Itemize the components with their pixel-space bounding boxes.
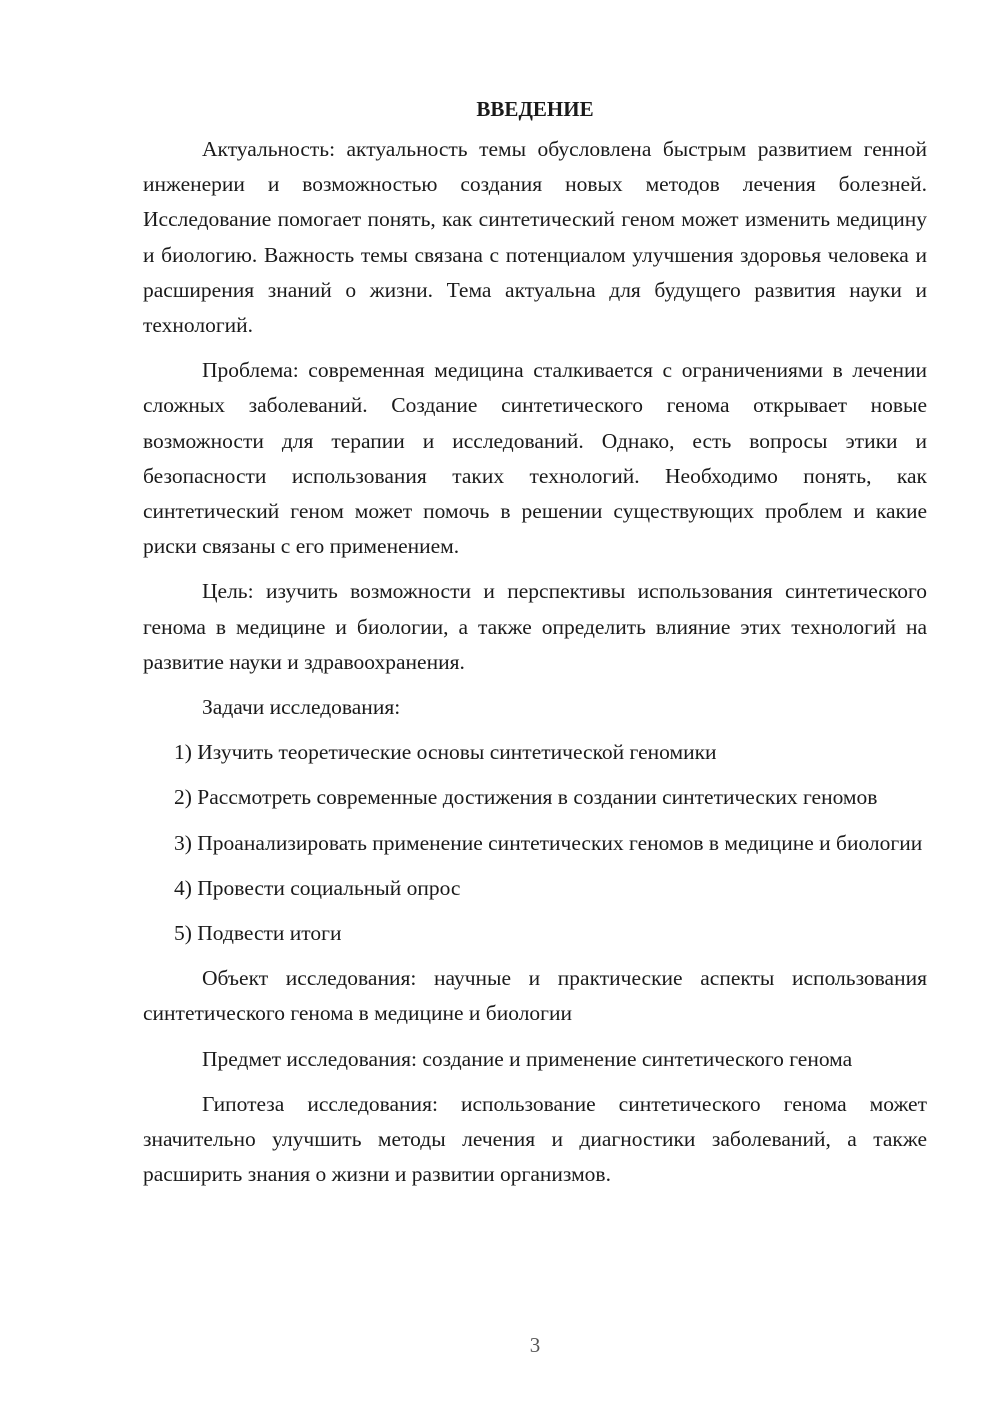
goal-paragraph: Цель: изучить возможности и перспективы использования синтетического генома в медицине и биологии, а также определить влияние этих технологий на развитие науки и здравоохранения. — [143, 579, 927, 674]
task-item-5: 5) Подвести итоги — [174, 921, 342, 946]
task-item-1: 1) Изучить теоретические основы синтетической геномики — [174, 740, 717, 765]
task-item-3: 3) Проанализировать применение синтетических геномов в медицине и биологии — [174, 830, 923, 855]
subject-paragraph: Предмет исследования: создание и применение синтетического генома — [202, 1046, 853, 1071]
page-number: 3 — [529, 1333, 541, 1357]
problem-paragraph: Проблема: современная медицина сталкивается с ограничениями в лечении сложных заболеваний. Создание синтетического генома открывает новые возможности для терапии и исследований. Однако, есть вопросы этики и безопасности использования таких технологий. Необходимо понять, как синтетический геном может помочь в решении существующих проблем и какие риски связаны с его применением. — [143, 358, 927, 559]
relevance-paragraph: Актуальность: актуальность темы обусловлена быстрым развитием генной инженерии и возможностью создания новых методов лечения болезней. Исследование помогает понять, как синтетический геном может изменить медицину и биологию. Важность темы связана с потенциалом улучшения здоровья человека и расширения знаний о жизни. Тема актуальна для будущего развития науки и технологий. — [143, 137, 927, 338]
hypothesis-paragraph: Гипотеза исследования: использование синтетического генома может значительно улучшить методы лечения и диагностики заболеваний, а также расширить знания о жизни и развитии организмов. — [143, 1091, 927, 1187]
task-item-2: 2) Рассмотреть современные достижения в создании синтетических геномов — [174, 785, 878, 810]
page-content — [143, 92, 927, 1202]
tasks-heading: Задачи исследования: — [202, 695, 401, 720]
task-item-4: 4) Провести социальный опрос — [174, 875, 461, 900]
section-title: ВВЕДЕНИЕ — [476, 97, 594, 121]
object-paragraph: Объект исследования: научные и практические аспекты использования синтетического генома в медицине и биологии — [143, 966, 927, 1026]
